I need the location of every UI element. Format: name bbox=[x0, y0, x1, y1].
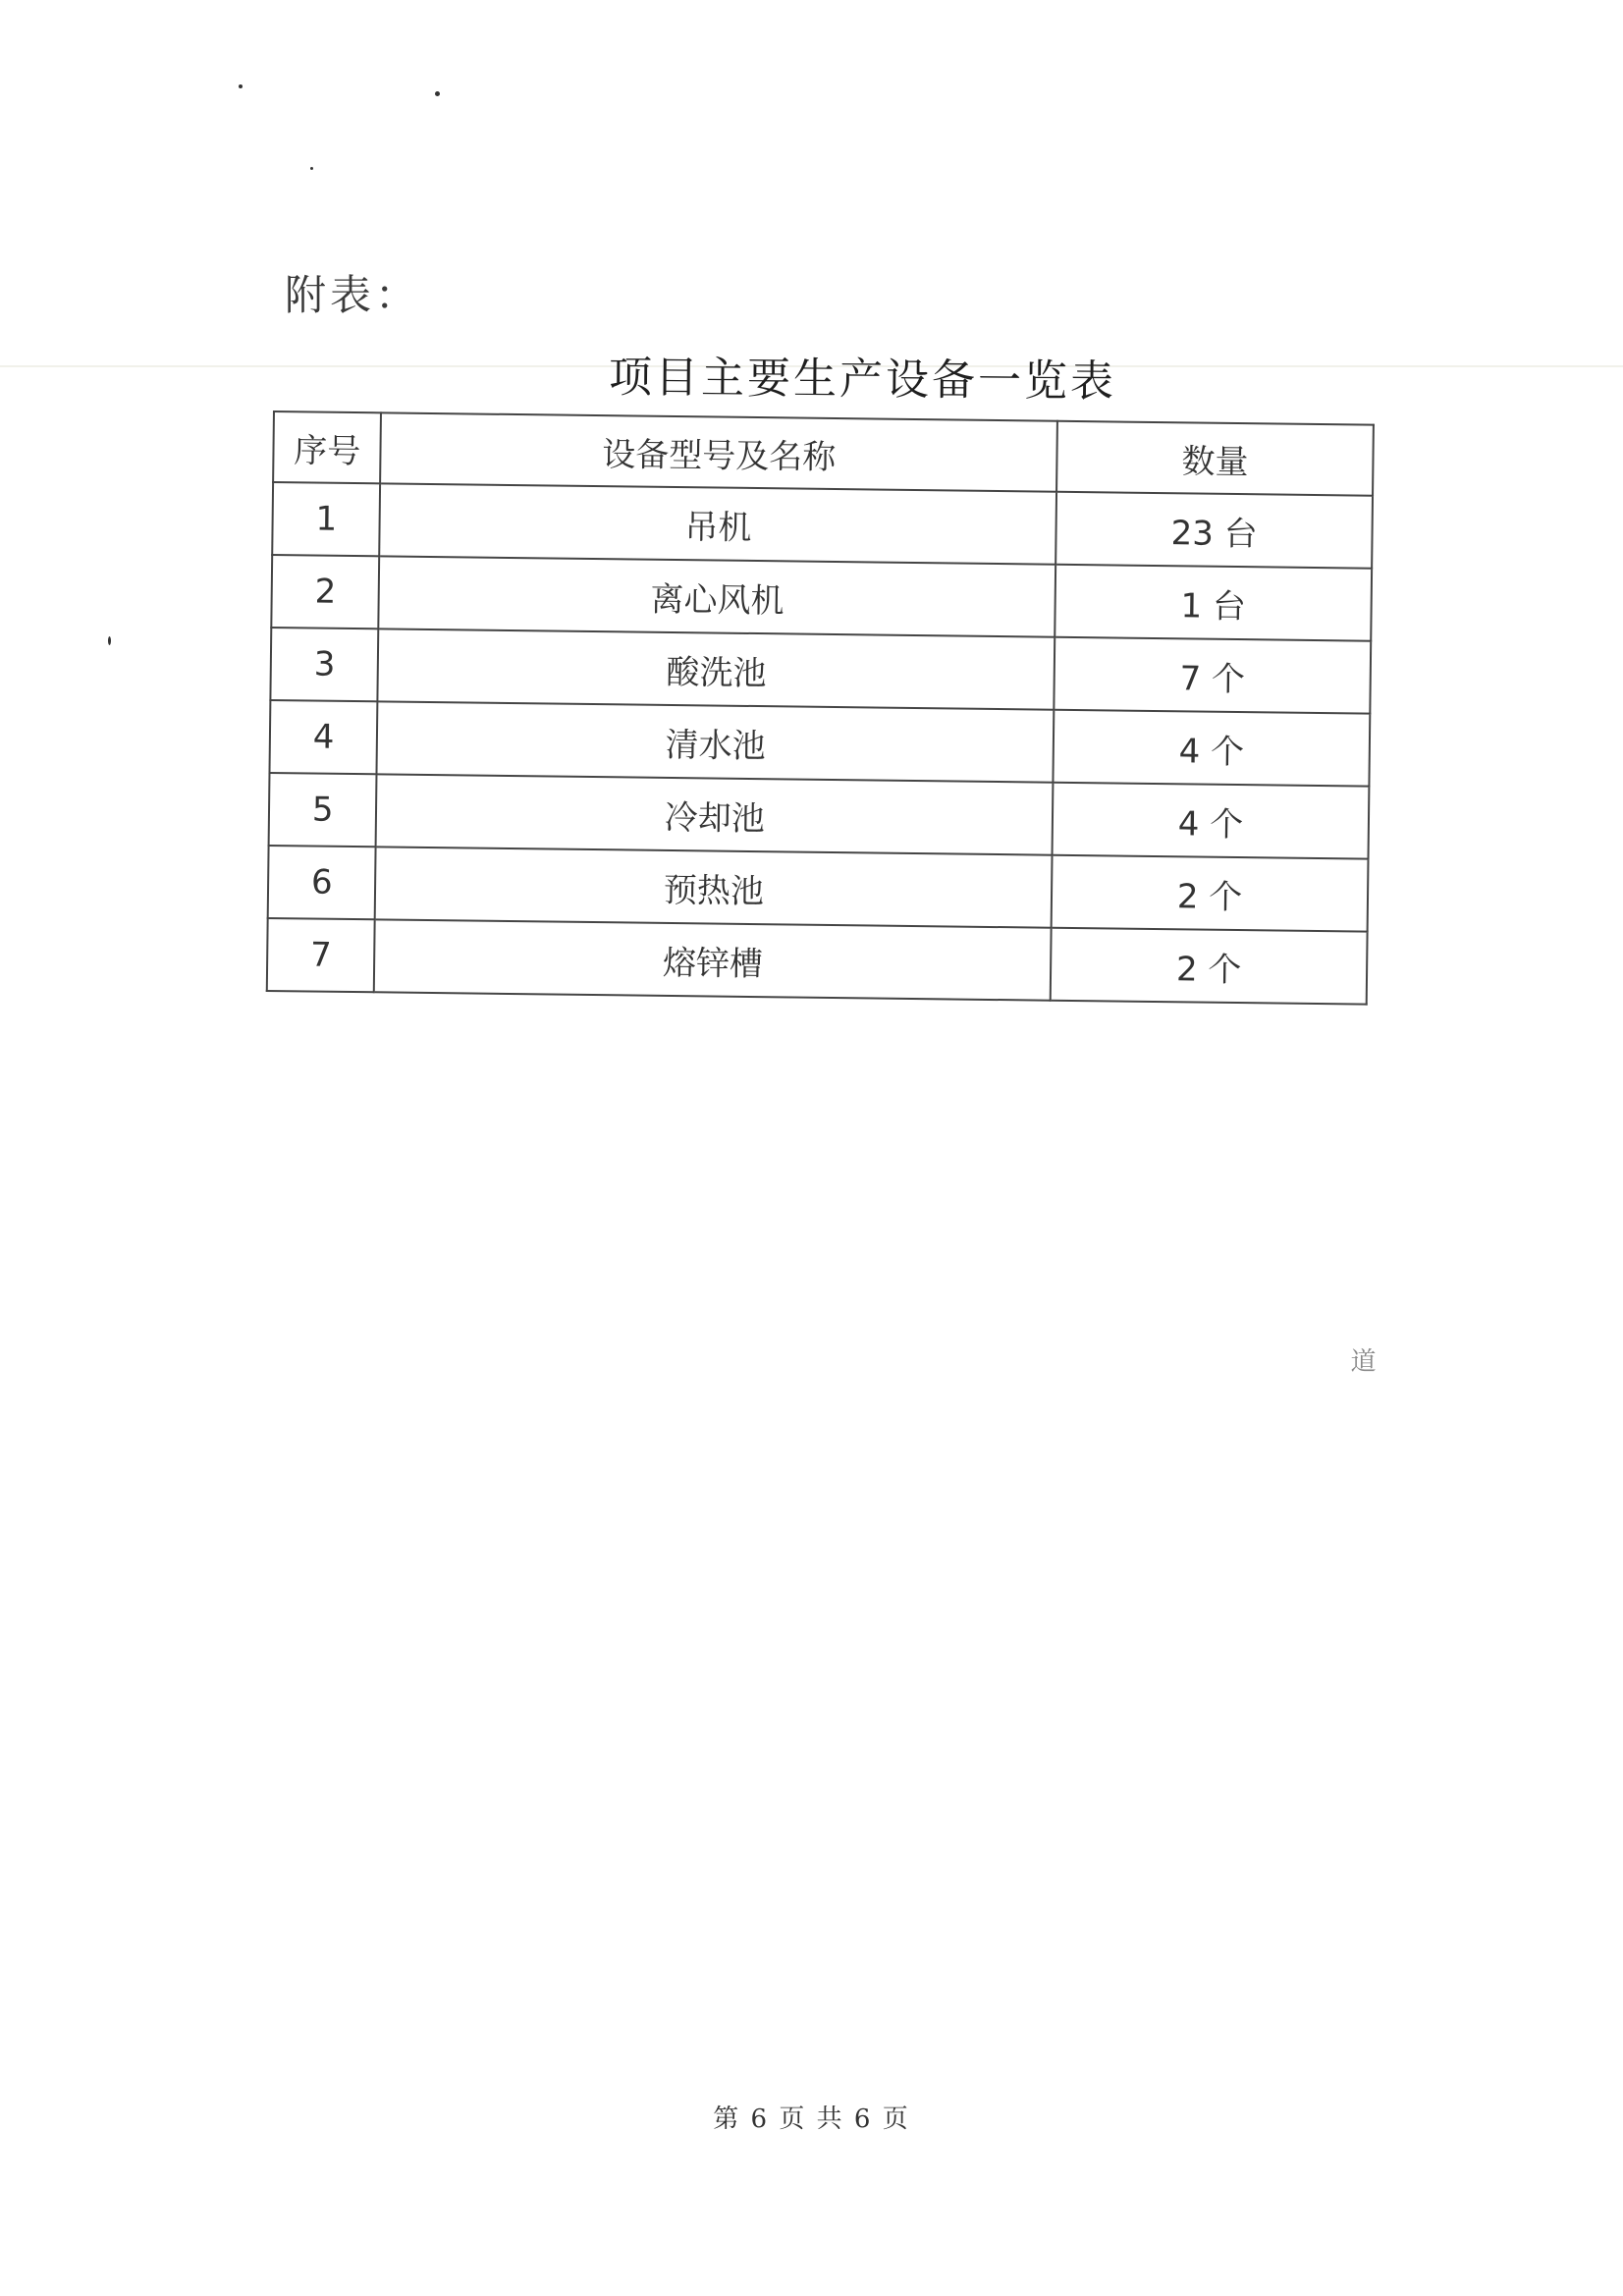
table-row bbox=[269, 700, 1370, 787]
cell-seq-no: 5 bbox=[269, 773, 377, 847]
cell-seq-no: 4 bbox=[269, 700, 377, 774]
header-quantity: 数量 bbox=[1056, 421, 1374, 496]
header-seq-no: 序号 bbox=[273, 411, 381, 483]
cell-equipment-name: 吊机 bbox=[380, 483, 1057, 564]
cell-seq-no: 3 bbox=[270, 628, 378, 701]
annex-label: 附表： bbox=[285, 271, 421, 319]
cell-quantity: 4 个 bbox=[1053, 783, 1370, 859]
cell-quantity: 2 个 bbox=[1052, 855, 1369, 932]
table-header-row bbox=[273, 411, 1374, 496]
document-title: 项目主要生产设备一览表 bbox=[608, 352, 1117, 408]
page-footer: 第 6 页 共 6 页 bbox=[713, 2105, 910, 2134]
scan-speck bbox=[108, 636, 111, 645]
cell-quantity: 2 个 bbox=[1051, 928, 1368, 1005]
cell-seq-no: 2 bbox=[271, 555, 379, 629]
cell-quantity: 7 个 bbox=[1055, 637, 1372, 714]
margin-stamp-mark: 道 bbox=[1346, 1347, 1376, 1373]
cell-quantity: 4 个 bbox=[1054, 710, 1371, 787]
cell-equipment-name: 酸洗池 bbox=[378, 629, 1055, 709]
table-row bbox=[272, 482, 1373, 569]
scan-speck bbox=[310, 167, 313, 170]
cell-seq-no: 1 bbox=[272, 482, 380, 556]
cell-seq-no: 7 bbox=[267, 918, 375, 992]
cell-seq-no: 6 bbox=[268, 846, 376, 919]
cell-quantity: 23 台 bbox=[1055, 492, 1373, 569]
cell-equipment-name: 熔锌槽 bbox=[374, 919, 1052, 1000]
cell-equipment-name: 预热池 bbox=[375, 847, 1053, 927]
cell-equipment-name: 冷却池 bbox=[376, 774, 1054, 854]
scan-speck bbox=[239, 84, 243, 88]
table-row bbox=[270, 628, 1371, 714]
cell-quantity: 1 台 bbox=[1055, 565, 1372, 641]
cell-equipment-name: 离心风机 bbox=[379, 556, 1056, 636]
header-equipment-name: 设备型号及名称 bbox=[381, 412, 1058, 491]
table-row bbox=[267, 918, 1368, 1005]
table-row bbox=[268, 846, 1369, 932]
cell-equipment-name: 清水池 bbox=[377, 701, 1055, 782]
table-row bbox=[269, 773, 1370, 859]
equipment-table bbox=[266, 410, 1375, 1006]
scan-speck bbox=[435, 91, 440, 96]
table-row bbox=[271, 555, 1372, 641]
